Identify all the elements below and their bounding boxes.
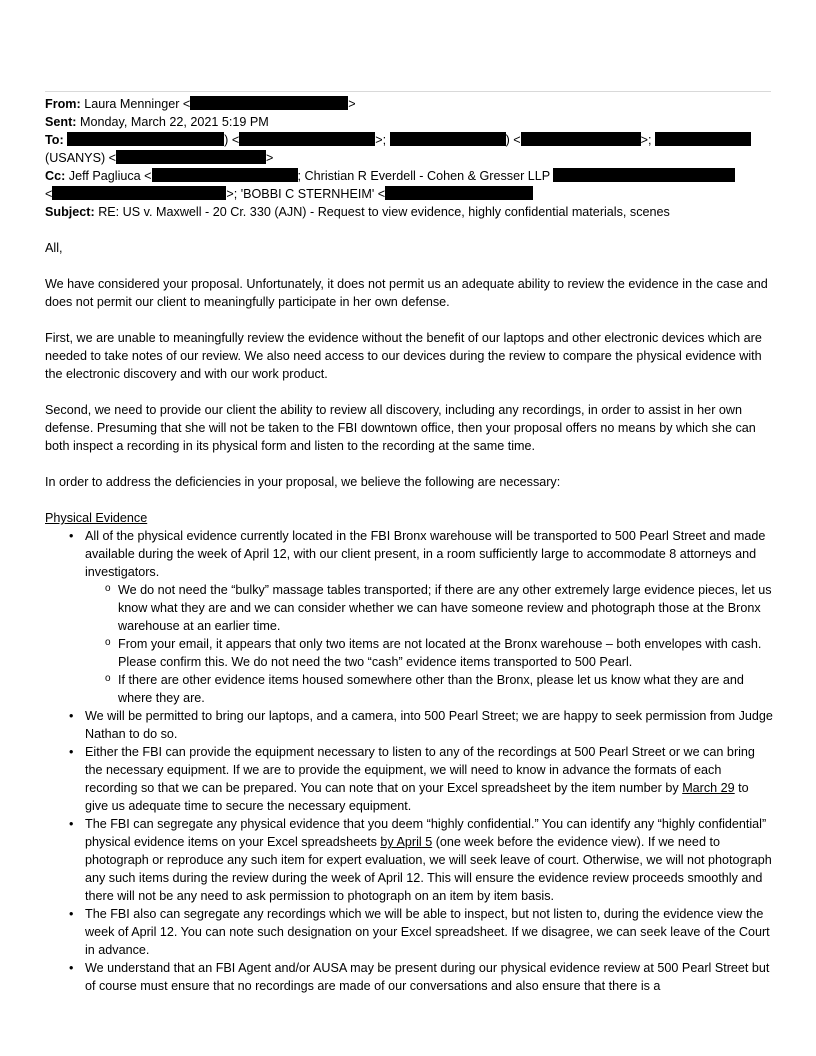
email-header — [45, 95, 775, 221]
redaction-block — [385, 186, 533, 200]
redaction-block — [553, 168, 735, 182]
cc-line2-a: < — [45, 187, 53, 201]
sent-value: Monday, March 22, 2021 5:19 PM — [79, 115, 269, 129]
to-label: To: — [45, 133, 64, 147]
redaction-block — [655, 132, 751, 146]
header-divider — [45, 91, 771, 92]
list-item: • We understand that an FBI Agent and/or AUSA may be present during our physical evidence review at 500 Pearl Street but of course must ensure that no recordings are made of our conversations and also ensure that there is a — [45, 959, 775, 995]
cc-line2-b: >; 'BOBBI C STERNHEIM' < — [226, 187, 386, 201]
redaction-block — [152, 168, 298, 182]
subject-label: Subject: — [45, 205, 95, 219]
to-sep: ) < — [224, 133, 240, 147]
redaction-block — [390, 132, 506, 146]
sent-line — [45, 113, 775, 131]
list-item: • Either the FBI can provide the equipment necessary to listen to any of the recordings at 500 Pearl Street or we can bring the necessary equipment. If we are to provide the equipment, we will need to know in advance the formats of each recording so that we can be prepared. You can note that on your Excel spreadsheet by the item number by March 29 to give us adequate time to secure the necessary equipment. — [45, 743, 775, 815]
to-sep: >; — [640, 133, 652, 147]
list-item: • We will be permitted to bring our laptops, and a camera, into 500 Pearl Street; we are happy to seek permission from Judge Nathan to do so. — [45, 707, 775, 743]
cc-label: Cc: — [45, 169, 66, 183]
to-line2-a: (USANYS) < — [45, 151, 117, 165]
redaction-block — [239, 132, 375, 146]
cc-line-2 — [45, 185, 775, 203]
redaction-block — [190, 96, 348, 110]
date-april-5: by April 5 — [380, 835, 433, 849]
cc-value-b: ; Christian R Everdell - Cohen & Gresser LLP — [297, 169, 550, 183]
to-line — [45, 131, 775, 149]
paragraph: First, we are unable to meaningfully review the evidence without the benefit of our laptops and other electronic devices which are needed to take notes of our review. We also need access to our devices during the review to compare the physical evidence with the electronic discovery and with our work product. — [45, 331, 762, 381]
sub-list-item: o We do not need the “bulky” massage tables transported; if there are any other extremely large evidence pieces, let us know what they are and we can consider whether we can have someone review and photograph those at the Bronx warehouse at an earlier time. — [85, 581, 775, 635]
sub-list-item: o If there are other evidence items housed somewhere other than the Bronx, please let us know what they are and where they are. — [85, 671, 775, 707]
from-label: From: — [45, 97, 81, 111]
paragraph: We have considered your proposal. Unfortunately, it does not permit us an adequate ability to review the evidence in the case and does not permit our client to meaningfully participate in her own defense. — [45, 277, 768, 309]
cc-value-a: Jeff Pagliuca < — [68, 169, 152, 183]
to-sep: >; — [375, 133, 387, 147]
list-item: • The FBI also can segregate any recordings which we will be able to inspect, but not listen to, during the evidence view the week of April 12. You can note such designation on your Excel spreadsheet. If we disagree, we can seek leave of the Court in advance. — [45, 905, 775, 959]
greeting: All, — [45, 241, 63, 255]
date-march-29: March 29 — [682, 781, 735, 795]
email-body — [45, 239, 775, 995]
redaction-block — [116, 150, 266, 164]
from-line — [45, 95, 775, 113]
sent-label: Sent: — [45, 115, 77, 129]
cc-line — [45, 167, 775, 185]
redaction-block — [67, 132, 224, 146]
sub-list-item: o From your email, it appears that only two items are not located at the Bronx warehouse – both envelopes with cash. Please confirm this. We do not need the two “cash” evidence items transported to 500 Pearl. — [85, 635, 775, 671]
from-value: Laura Menninger < — [84, 97, 191, 111]
subject-value: RE: US v. Maxwell - 20 Cr. 330 (AJN) - Request to view evidence, highly confidential materials, scenes — [98, 205, 670, 219]
to-sep: ) < — [505, 133, 521, 147]
section-heading: Physical Evidence — [45, 511, 148, 525]
bullet-list — [45, 527, 775, 995]
from-tail: > — [348, 97, 356, 111]
redaction-block — [521, 132, 641, 146]
paragraph: In order to address the deficiencies in your proposal, we believe the following are necessary: — [45, 475, 561, 489]
list-item: • All of the physical evidence currently located in the FBI Bronx warehouse will be transported to 500 Pearl Street and made available during the week of April 12, with our client present, in a room sufficiently large to accommodate 8 attorneys and investigators. o We do not need the “bulky” massage tables transported; if there are any other extremely large evidence pieces, let us know what they are and we can consider whether we can have someone review and photograph those at the Bronx warehouse at an earlier time. o From your email, it appears that only two items are not located at the Bronx warehouse – both envelopes with cash. Please confirm this. We do not need the two “cash” evidence items transported to 500 Pearl. o If there are other evidence items housed somewhere other than the Bronx, please let us know what they are and where they are. — [45, 527, 775, 707]
paragraph: Second, we need to provide our client the ability to review all discovery, including any recordings, in order to assist in her own defense. Presuming that she will not be taken to the FBI downtown office, then your proposal offers no means by which she can both inspect a recording in its physical form and listen to the recording at the same time. — [45, 403, 756, 453]
subject-line — [45, 203, 775, 221]
to-line2-b: > — [266, 151, 274, 165]
redaction-block — [52, 186, 226, 200]
list-item: • The FBI can segregate any physical evidence that you deem “highly confidential.” You can identify any “highly confidential” physical evidence items on your Excel spreadsheets by April 5 (one week before the evidence view). If we need to photograph or reproduce any such item for expert evaluation, we will seek leave of court. Otherwise, we will not photograph any such items during the review during the week of April 12. This will ensure the evidence review proceeds smoothly and there will not be any need to ask permission to photograph on an item by item basis. — [45, 815, 775, 905]
sub-bullet-list — [85, 581, 775, 707]
to-line-2 — [45, 149, 775, 167]
